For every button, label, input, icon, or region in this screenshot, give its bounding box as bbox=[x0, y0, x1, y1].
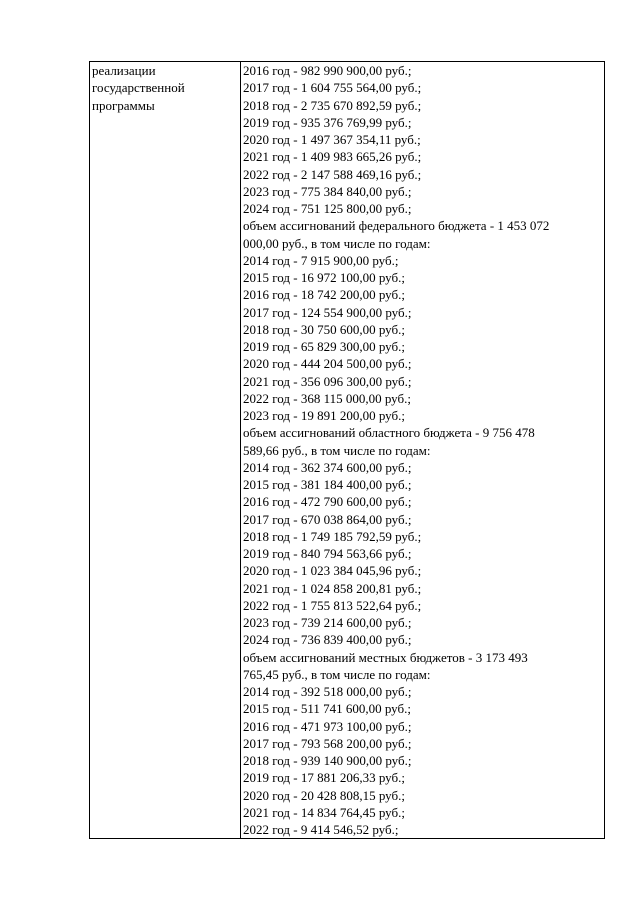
funding-heading-line: объем ассигнований областного бюджета - 9 756 478 bbox=[243, 425, 535, 441]
row-label-line: государственной bbox=[92, 80, 185, 96]
funding-line: 2021 год - 1 409 983 665,26 руб.; bbox=[243, 149, 422, 165]
funding-line: 2018 год - 30 750 600,00 руб.; bbox=[243, 321, 405, 337]
funding-heading-line: объем ассигнований местных бюджетов - 3 173 493 bbox=[243, 649, 528, 665]
funding-line: 2020 год - 1 023 384 045,96 руб.; bbox=[243, 563, 422, 579]
funding-line: 2017 год - 793 568 200,00 руб.; bbox=[243, 735, 412, 751]
row-label-cell bbox=[90, 62, 241, 839]
funding-line: 2021 год - 1 024 858 200,81 руб.; bbox=[243, 580, 422, 596]
funding-line: 2014 год - 392 518 000,00 руб.; bbox=[243, 684, 412, 699]
row-label-line: реализации bbox=[92, 63, 156, 78]
funding-line: 2014 год - 7 915 900,00 руб.; bbox=[243, 252, 399, 268]
funding-line: 2018 год - 939 140 900,00 руб.; bbox=[243, 753, 412, 768]
row-value-cell bbox=[241, 62, 605, 839]
funding-heading-line: 589,66 руб., в том числе по годам: bbox=[243, 442, 431, 458]
table-row bbox=[90, 62, 605, 839]
funding-line: 2016 год - 472 790 600,00 руб.; bbox=[243, 494, 412, 510]
funding-line: 2014 год - 362 374 600,00 руб.; bbox=[243, 459, 412, 475]
funding-line: 2018 год - 1 749 185 792,59 руб.; bbox=[243, 528, 422, 544]
funding-line: 2021 год - 14 834 764,45 руб.; bbox=[243, 804, 405, 820]
funding-line: 2019 год - 65 829 300,00 руб.; bbox=[243, 339, 405, 354]
funding-line: 2016 год - 471 973 100,00 руб.; bbox=[243, 718, 412, 734]
funding-line: 2023 год - 775 384 840,00 руб.; bbox=[243, 183, 412, 199]
funding-line: 2018 год - 2 735 670 892,59 руб.; bbox=[243, 97, 422, 113]
funding-line: 2019 год - 17 881 206,33 руб.; bbox=[243, 770, 405, 786]
funding-line: 2015 год - 381 184 400,00 руб.; bbox=[243, 477, 412, 492]
program-funding-table bbox=[89, 61, 605, 839]
funding-line: 2016 год - 982 990 900,00 руб.; bbox=[243, 63, 412, 78]
funding-line: 2020 год - 444 204 500,00 руб.; bbox=[243, 356, 412, 372]
funding-line: 2022 год - 368 115 000,00 руб.; bbox=[243, 390, 411, 406]
row-label-line: программы bbox=[92, 97, 155, 113]
funding-line: 2022 год - 2 147 588 469,16 руб.; bbox=[243, 166, 422, 182]
funding-line: 2019 год - 840 794 563,66 руб.; bbox=[243, 546, 412, 561]
funding-line: 2015 год - 511 741 600,00 руб.; bbox=[243, 701, 411, 717]
funding-line: 2023 год - 19 891 200,00 руб.; bbox=[243, 408, 405, 423]
funding-heading-line: 765,45 руб., в том числе по годам: bbox=[243, 666, 431, 682]
funding-line: 2016 год - 18 742 200,00 руб.; bbox=[243, 287, 405, 303]
funding-line: 2020 год - 20 428 808,15 руб.; bbox=[243, 787, 405, 803]
funding-line: 2022 год - 1 755 813 522,64 руб.; bbox=[243, 597, 422, 613]
funding-line: 2022 год - 9 414 546,52 руб.; bbox=[243, 822, 399, 837]
funding-line: 2017 год - 124 554 900,00 руб.; bbox=[243, 304, 412, 320]
funding-line: 2020 год - 1 497 367 354,11 руб.; bbox=[243, 132, 421, 147]
funding-line: 2017 год - 1 604 755 564,00 руб.; bbox=[243, 80, 422, 96]
funding-line: 2015 год - 16 972 100,00 руб.; bbox=[243, 270, 405, 285]
funding-heading-line: объем ассигнований федерального бюджета - 1 453 072 bbox=[243, 218, 550, 234]
funding-line: 2019 год - 935 376 769,99 руб.; bbox=[243, 114, 412, 130]
funding-line: 2024 год - 736 839 400,00 руб.; bbox=[243, 632, 412, 648]
funding-line: 2024 год - 751 125 800,00 руб.; bbox=[243, 201, 412, 216]
funding-line: 2021 год - 356 096 300,00 руб.; bbox=[243, 373, 412, 389]
funding-heading-line: 000,00 руб., в том числе по годам: bbox=[243, 235, 431, 251]
funding-line: 2023 год - 739 214 600,00 руб.; bbox=[243, 615, 412, 630]
funding-line: 2017 год - 670 038 864,00 руб.; bbox=[243, 511, 412, 527]
